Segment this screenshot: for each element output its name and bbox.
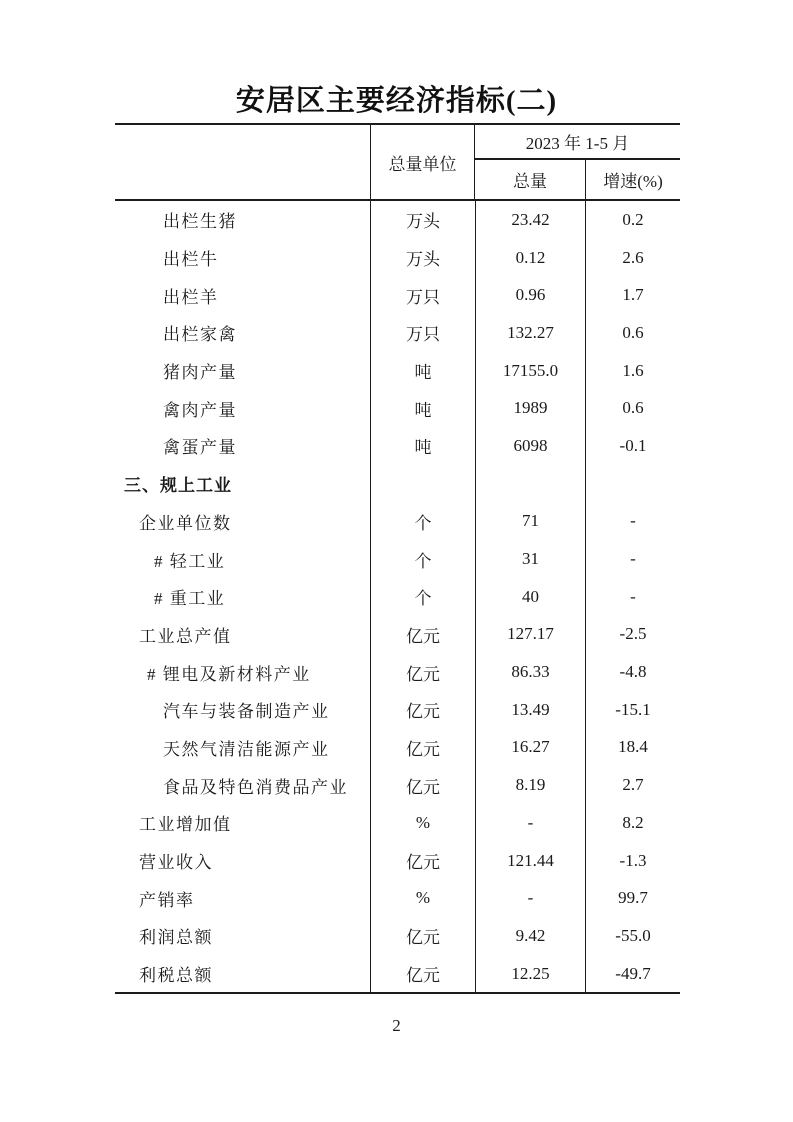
indicator-column-header (115, 125, 370, 199)
growth-value: -49.7 (585, 955, 680, 993)
indicator-label: 食品及特色消费品产业 (163, 777, 348, 797)
growth-value: 2.7 (585, 766, 680, 804)
growth-value: - (585, 503, 680, 541)
growth-value: -15.1 (585, 691, 680, 729)
indicator-label: 三、规上工业 (124, 476, 232, 496)
total-value: 9.42 (475, 917, 585, 955)
indicators-table (115, 123, 680, 994)
total-value: 6098 (475, 427, 585, 465)
growth-value: 2.6 (585, 239, 680, 277)
indicator-label: 禽肉产量 (163, 400, 237, 420)
page-number: 2 (392, 1016, 401, 1035)
growth-value: -4.8 (585, 653, 680, 691)
indicator-label: 汽车与装备制造产业 (163, 702, 330, 722)
table-row (115, 804, 680, 842)
table-row (115, 465, 680, 503)
growth-value: 8.2 (585, 804, 680, 842)
unit-value: 个 (370, 578, 475, 616)
unit-value (370, 465, 475, 503)
unit-value: 亿元 (370, 691, 475, 729)
total-value: 23.42 (475, 201, 585, 239)
table-row (115, 352, 680, 390)
unit-value: 亿元 (370, 653, 475, 691)
indicator-label: 禽蛋产量 (163, 438, 237, 458)
unit-value: 吨 (370, 389, 475, 427)
total-value: - (475, 879, 585, 917)
indicator-label: 企业单位数 (139, 513, 232, 533)
table-row (115, 314, 680, 352)
total-value: 40 (475, 578, 585, 616)
indicator-label: 出栏家禽 (163, 325, 237, 345)
total-value: 0.12 (475, 239, 585, 277)
period-header: 2023 年 1-5 月 (475, 125, 680, 160)
indicator-label: 营业收入 (139, 853, 213, 873)
growth-value: 0.6 (585, 314, 680, 352)
growth-value: 18.4 (585, 729, 680, 767)
unit-value: 万只 (370, 276, 475, 314)
growth-value: -55.0 (585, 917, 680, 955)
indicator-label: 出栏生猪 (163, 212, 237, 232)
unit-value: 亿元 (370, 917, 475, 955)
table-row (115, 653, 680, 691)
total-value: 127.17 (475, 616, 585, 654)
table-row (115, 389, 680, 427)
total-value (475, 465, 585, 503)
table-row (115, 766, 680, 804)
total-column-header: 总量 (513, 172, 547, 191)
table-row (115, 616, 680, 654)
total-value: 1989 (475, 389, 585, 427)
indicator-label: 工业增加值 (139, 815, 232, 835)
page-title: 安居区主要经济指标(二) (235, 85, 558, 117)
period-subheader-row (475, 160, 680, 199)
unit-value: 吨 (370, 352, 475, 390)
table-row (115, 917, 680, 955)
table-row (115, 201, 680, 239)
table-row (115, 691, 680, 729)
total-value: 71 (475, 503, 585, 541)
growth-value: 1.6 (585, 352, 680, 390)
total-value: 121.44 (475, 842, 585, 880)
growth-value: -1.3 (585, 842, 680, 880)
table-row (115, 955, 680, 993)
table-row (115, 239, 680, 277)
unit-value: 个 (370, 503, 475, 541)
unit-value: 万头 (370, 201, 475, 239)
table-row (115, 879, 680, 917)
table-row (115, 842, 680, 880)
unit-value: 亿元 (370, 729, 475, 767)
growth-value: 0.2 (585, 201, 680, 239)
unit-value: 亿元 (370, 766, 475, 804)
table-body (115, 201, 680, 992)
growth-value: - (585, 578, 680, 616)
period-header-group (475, 125, 680, 199)
table-row (115, 578, 680, 616)
unit-value: % (370, 804, 475, 842)
indicator-label: # 重工业 (154, 589, 226, 609)
table-row (115, 427, 680, 465)
unit-value: % (370, 879, 475, 917)
total-value: 13.49 (475, 691, 585, 729)
unit-value: 万只 (370, 314, 475, 352)
growth-value: -0.1 (585, 427, 680, 465)
unit-column-header: 总量单位 (370, 125, 475, 199)
unit-value: 亿元 (370, 955, 475, 993)
total-value: 31 (475, 540, 585, 578)
growth-column-header: 增速(%) (585, 160, 680, 199)
indicator-label: 利税总额 (139, 966, 213, 986)
indicator-label: 猪肉产量 (163, 363, 237, 383)
growth-value: - (585, 540, 680, 578)
total-value: 132.27 (475, 314, 585, 352)
indicator-label: # 轻工业 (154, 551, 226, 571)
indicator-label: # 锂电及新材料产业 (147, 664, 311, 684)
indicator-label: 利润总额 (139, 928, 213, 948)
table-row (115, 540, 680, 578)
table-row (115, 503, 680, 541)
unit-value: 个 (370, 540, 475, 578)
indicator-label: 出栏羊 (163, 287, 219, 307)
total-value: - (475, 804, 585, 842)
table-header (115, 125, 680, 201)
unit-value: 亿元 (370, 616, 475, 654)
indicator-label: 天然气清洁能源产业 (163, 739, 330, 759)
table-row (115, 276, 680, 314)
total-value: 16.27 (475, 729, 585, 767)
growth-value: 1.7 (585, 276, 680, 314)
indicator-label: 产销率 (139, 890, 195, 910)
table-row (115, 729, 680, 767)
total-value: 12.25 (475, 955, 585, 993)
unit-value: 万头 (370, 239, 475, 277)
indicator-label: 出栏牛 (163, 250, 219, 270)
unit-value: 吨 (370, 427, 475, 465)
unit-value: 亿元 (370, 842, 475, 880)
total-value: 17155.0 (475, 352, 585, 390)
growth-value: 99.7 (585, 879, 680, 917)
total-value: 8.19 (475, 766, 585, 804)
total-value: 0.96 (475, 276, 585, 314)
growth-value: 0.6 (585, 389, 680, 427)
indicator-label: 工业总产值 (139, 626, 232, 646)
growth-value (585, 465, 680, 503)
growth-value: -2.5 (585, 616, 680, 654)
total-value: 86.33 (475, 653, 585, 691)
